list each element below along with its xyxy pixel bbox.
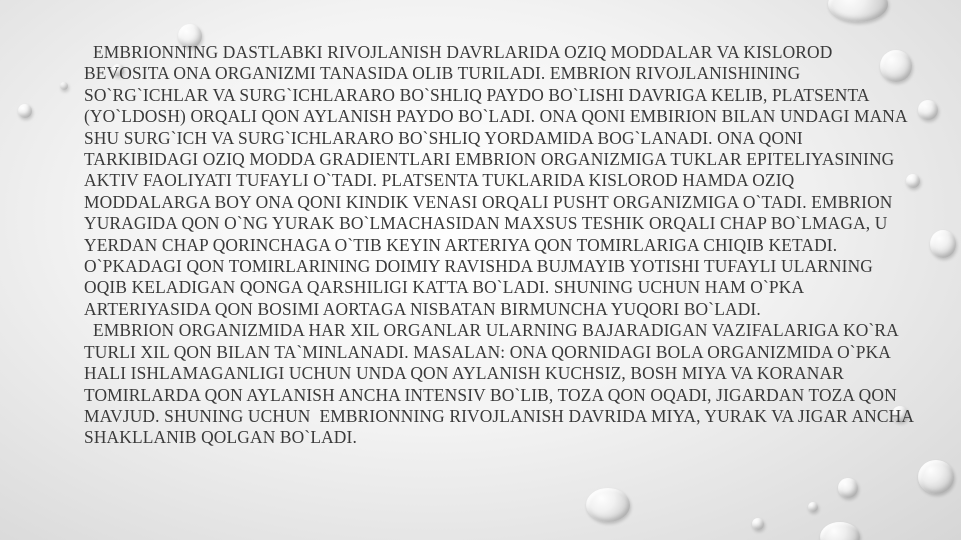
water-drop-decoration [918, 460, 954, 494]
water-drop-decoration [820, 522, 860, 540]
body-paragraph: EMBRION ORGANIZMIDA HAR XIL ORGANLAR ULARNING BAJARADIGAN VAZIFALARIGA KO`RA TURLI XIL QON BILAN TA`MINLANADI. MASALAN: ONA QORNIDAGI BOLA ORGANIZMIDA O`PKA HALI ISHLAMAGANLIGI UCHUN UNDA QON AYLANISH KUCHSIZ, BOSH MIYA VA KORANAR TOMIRLARDA QON AYLANISH ANCHA INTENSIV BO`LIB, TOZA QON OQADI, JIGARDAN TOZA QON MAVJUD. SHUNING UCHUN EMBRIONNING RIVOJLANISH DAVRIDA MIYA, YURAK VA JIGAR ANCHA SHAKLLANIB QOLGAN BO`LADI. [84, 320, 918, 448]
water-drop-decoration [930, 230, 956, 258]
water-drop-decoration [808, 502, 818, 512]
water-drop-decoration [752, 518, 764, 530]
water-drop-decoration [586, 488, 630, 522]
slide-body-text [84, 42, 919, 449]
water-drop-decoration [918, 100, 938, 120]
water-drop-decoration [838, 478, 858, 498]
body-paragraph: EMBRIONNING DASTLABKI RIVOJLANISH DAVRLARIDA OZIQ MODDALAR VA KISLOROD BEVOSITA ONA ORGANIZMI TANASIDA OLIB TURILADI. EMBRION RIVOJLANISHINING SO`RG`ICHLAR VA SURG`ICHLARARO BO`SHLIQ PAYDO BO`LISHI DAVRIGA KELIB, PLATSENTA (YO`LDOSH) ORQALI QON AYLANISH PAYDO BO`LADI. ONA QONI EMBIRION BILAN UNDAGI MANA SHU SURG`ICH VA SURG`ICHLARARO BO`SHLIQ YORDAMIDA BOG`LANADI. ONA QONI TARKIBIDAGI OZIQ MODDA GRADIENTLARI EMBRION ORGANIZMIGA TUKLAR EPITELIYASINING AKTIV FAOLIYATI TUFAYLI O`TADI. PLATSENTA TUKLARIDA KISLOROD HAMDA OZIQ MODDALARGA BOY ONA QONI KINDIK VENASI ORQALI PUSHT ORGANIZMIGA O`TADI. EMBRION YURAGIDA QON O`NG YURAK BO`LMACHASIDAN MAXSUS TESHIK ORQALI CHAP BO`LMAGA, U YERDAN CHAP QORINCHAGA O`TIB KEYIN ARTERIYA QON TOMIRLARIGA CHIQIB KETADI. O`PKADAGI QON TOMIRLARINING DOIMIY RAVISHDA BUJMAYIB YOTISHI TUFAYLI ULARNING OQIB KELADIGAN QONGA QARSHILIGI KATTA BO`LADI. SHUNING UCHUN HAM O`PKA ARTERIYASIDA QON BOSIMI AORTAGA NISBATAN BIRMUNCHA YUQORI BO`LADI. [84, 42, 912, 319]
water-drop-decoration [18, 104, 32, 118]
water-drop-decoration [828, 0, 888, 22]
water-drop-decoration [60, 82, 68, 90]
